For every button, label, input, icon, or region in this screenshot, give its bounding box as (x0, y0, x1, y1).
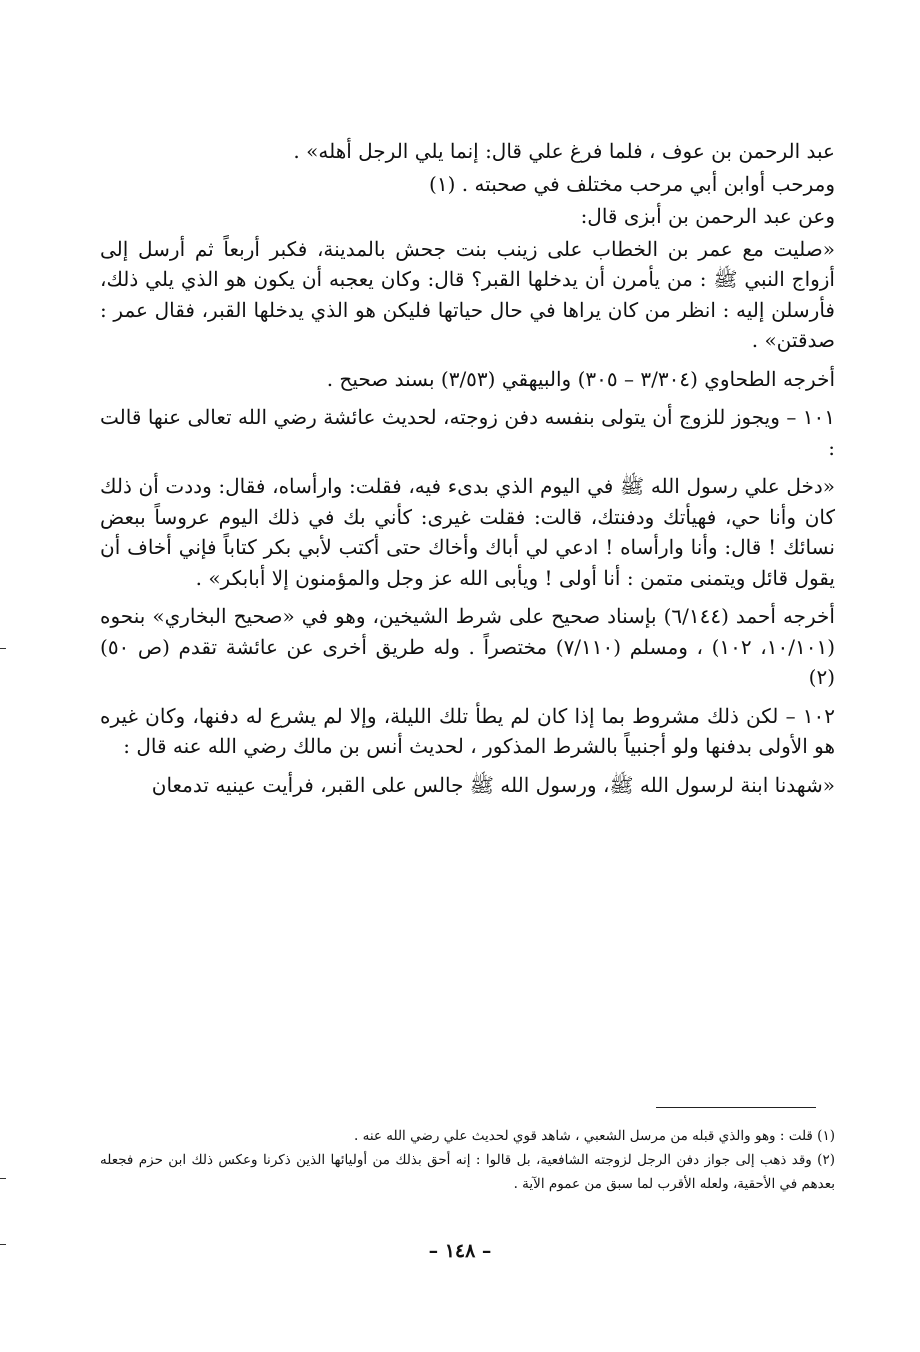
margin-mark (0, 1244, 6, 1245)
margin-mark (0, 648, 6, 649)
paragraph: ومرحب أوابن أبي مرحب مختلف في صحبته . (١) (429, 171, 835, 196)
ruling-101: ١٠١ – ويجوز للزوج أن يتولى بنفسه دفن زوجته، لحديث عائشة رضي الله تعالى عنها قالت : (100, 405, 835, 460)
paragraph: عبد الرحمن بن عوف ، فلما فرغ علي قال: إنما يلي الرجل أهله» . (293, 139, 835, 163)
footnote-separator (656, 1107, 816, 1108)
main-text (100, 136, 835, 808)
hadith-quote: «صليت مع عمر بن الخطاب على زينب بنت جحش بالمدينة، فكبر أربعاً ثم أرسل إلى أزواج النبي ﷺ : من يأمرن أن يدخلها القبر؟ قال: وكان يعجبه أن يكون هو الذي يلي ذلك، فأرسلن إليه : انظر من كان يراها في حال حياتها فليكن هو الذي يدخلها القبر، فقال عمر : صدقتن» . (100, 236, 835, 352)
footnote-1: (١) قلت : وهو والذي قبله من مرسل الشعبي ، شاهد قوي لحديث علي رضي الله عنه . (354, 1128, 835, 1144)
paragraph: وعن عبد الرحمن بن أبزى قال: (580, 204, 835, 228)
ruling-102: ١٠٢ – لكن ذلك مشروط بما إذا كان لم يطأ تلك الليلة، وإلا لم يشرع له دفنها، وكان غيره هو الأولى بدفنها ولو أجنبياً بالشرط المذكور ، لحديث أنس بن مالك رضي الله عنه قال : (100, 703, 835, 758)
page-number: – ١٤٨ – (428, 1240, 492, 1262)
hadith-quote: «دخل علي رسول الله ﷺ في اليوم الذي بدىء فيه، فقلت: وارأساه، فقال: وددت أن ذلك كان وأنا حي، فهيأتك ودفنتك، قالت: فقلت غيرى: كأني بك في ذلك اليوم عروساً ببعض نسائك ! قال: وأنا وارأساه ! ادعي لي أباك وأخاك حتى أكتب لأبي بكر كتاباً فإني أخاف أن يقول قائل ويتمنى متمن : أنا أولى ! ويأبى الله عز وجل والمؤمنون إلا أبابكر» . (100, 474, 835, 590)
takhrij-paragraph: أخرجه الطحاوي (٣/٣٠٤ – ٣٠٥) والبيهقي (٣/٥٣) بسند صحيح . (326, 366, 835, 391)
footnote-2: (٢) وقد ذهب إلى جواز دفن الرجل لزوجته الشافعية، بل قالوا : إنه أحق بذلك من أوليائها الذين ذكرنا وعكس ذلك ابن حزم فجعله بعدهم في الأحقية، ولعله الأقرب لما سبق من عموم الآية . (100, 1152, 835, 1192)
footnotes (100, 1124, 835, 1196)
hadith-quote: «شهدنا ابنة لرسول الله ﷺ، ورسول الله ﷺ جالس على القبر، فرأيت عينيه تدمعان (151, 772, 835, 797)
margin-mark (0, 1178, 6, 1179)
takhrij-paragraph: أخرجه أحمد (٦/١٤٤) بإسناد صحيح على شرط الشيخين، وهو في «صحيح البخاري» بنحوه (١٠/١٠١، ١٠٢) ، ومسلم (٧/١١٠) مختصراً . وله طريق أخرى عن عائشة تقدم (ص ٥٠) (٢) (100, 604, 835, 689)
